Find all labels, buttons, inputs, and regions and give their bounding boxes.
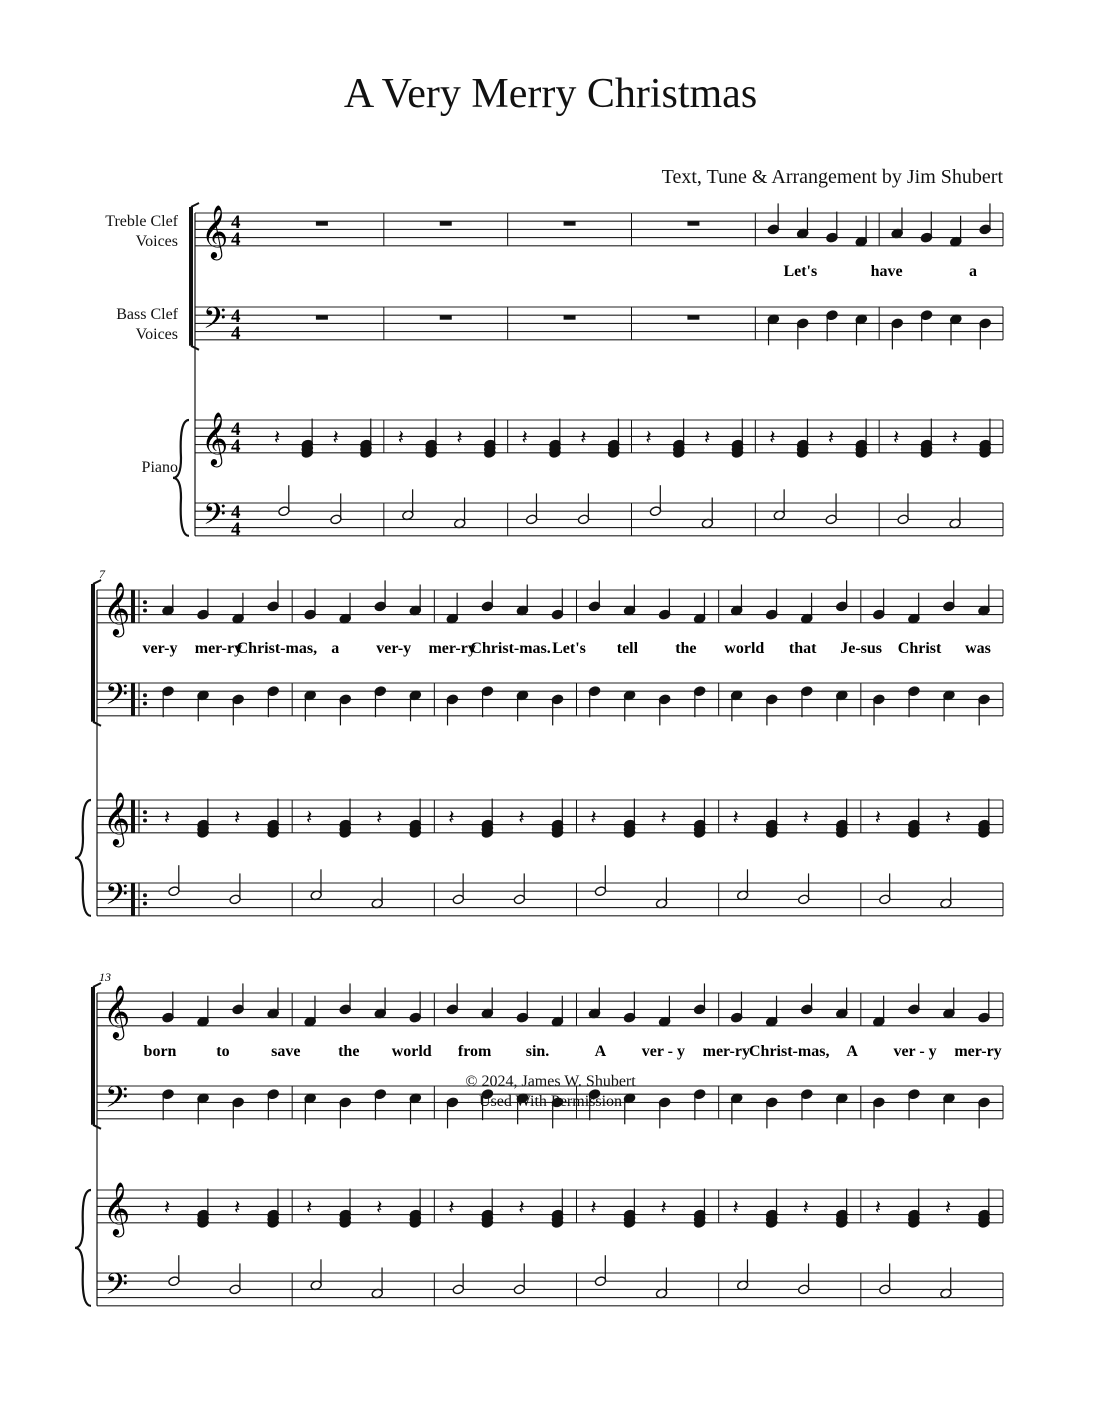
quarter-rest: 𝄽 <box>164 1195 171 1219</box>
system-3 <box>75 970 1003 1309</box>
lyric-syllable: a <box>331 639 340 657</box>
time-signature-bottom: 4 <box>231 519 241 540</box>
quarter-rest: 𝄽 <box>456 425 463 449</box>
lyric-syllable: world <box>724 639 765 657</box>
whole-rest <box>316 315 328 320</box>
repeat-dot <box>143 819 147 823</box>
lyric-syllable: ver-y <box>376 639 412 657</box>
whole-rest <box>316 221 328 226</box>
treble-clef: 𝄞 <box>103 1181 131 1235</box>
whole-rest <box>564 315 576 320</box>
quarter-rest: 𝄽 <box>590 805 597 829</box>
bass-clef: 𝄢 <box>105 1268 129 1309</box>
lyric-syllable: A <box>846 1042 858 1060</box>
piano-left-hand-staff <box>195 498 1003 540</box>
lyric-syllable: tell <box>616 639 639 657</box>
footer <box>0 1072 1101 1112</box>
lyric-syllable: A <box>594 1042 607 1060</box>
whole-rest <box>564 221 576 226</box>
quarter-rest: 𝄽 <box>660 805 667 829</box>
quarter-rest: 𝄽 <box>827 425 835 449</box>
quarter-rest: 𝄽 <box>234 805 241 829</box>
repeat-dot <box>143 893 147 897</box>
quarter-rest: 𝄽 <box>376 805 383 829</box>
lyric-syllable: save <box>271 1042 301 1060</box>
quarter-rest: 𝄽 <box>376 1195 383 1219</box>
time-signature-top: 4 <box>231 419 241 440</box>
lyric-syllable: the <box>338 1042 360 1060</box>
time-signature-bottom: 4 <box>231 436 241 457</box>
bass-voice-staff <box>195 302 1003 344</box>
repeat-dot <box>143 609 147 613</box>
time-signature-bottom: 4 <box>231 323 241 344</box>
whole-rest <box>687 315 699 320</box>
lyric-syllable: mer-ry <box>702 1042 750 1060</box>
quarter-rest: 𝄽 <box>802 1195 809 1219</box>
lyric-syllable: Christ-mas. <box>470 639 551 657</box>
voice-bracket-top <box>191 203 199 207</box>
treble-voice-staff <box>195 204 1003 260</box>
quarter-rest: 𝄽 <box>944 805 952 829</box>
system-2 <box>75 567 1003 919</box>
whole-rest <box>440 221 452 226</box>
bass-clef: 𝄢 <box>203 302 227 343</box>
system-1 <box>173 203 1003 540</box>
part-name-bass-text: Bass Clef Voices <box>116 306 178 343</box>
quarter-rest: 𝄽 <box>332 425 339 449</box>
lyric-syllable: sin. <box>525 1042 550 1060</box>
lyric-syllable: ver - y <box>641 1042 686 1060</box>
repeat-dot <box>143 902 147 906</box>
time-signature-top: 4 <box>231 212 241 233</box>
lyric-syllable: have <box>870 262 903 280</box>
copyright-notice: © 2024, James W. Shubert <box>465 1073 636 1090</box>
composer-credit: Text, Tune & Arrangement by Jim Shubert <box>661 166 1003 188</box>
quarter-rest: 𝄽 <box>944 1195 952 1219</box>
piano-right-hand-staff <box>97 791 1003 847</box>
lyric-syllable: Je-sus <box>840 639 883 657</box>
bass-clef: 𝄢 <box>105 1081 129 1122</box>
quarter-rest: 𝄽 <box>274 425 281 449</box>
bass-clef: 𝄢 <box>203 498 227 539</box>
lyric-syllable: that <box>788 639 817 657</box>
quarter-rest: 𝄽 <box>521 425 528 449</box>
quarter-rest: 𝄽 <box>234 1195 241 1219</box>
measure-number: 7 <box>99 567 105 581</box>
time-signature-top: 4 <box>231 502 241 523</box>
quarter-rest: 𝄽 <box>518 805 525 829</box>
lyric-syllable: ver-y <box>142 639 178 657</box>
treble-clef: 𝄞 <box>103 984 131 1038</box>
piano-brace <box>75 1190 91 1306</box>
treble-clef: 𝄞 <box>103 581 131 635</box>
quarter-rest: 𝄽 <box>448 1195 455 1219</box>
quarter-rest: 𝄽 <box>874 1195 881 1219</box>
bass-clef: 𝄢 <box>105 678 129 719</box>
quarter-rest: 𝄽 <box>769 425 776 449</box>
quarter-rest: 𝄽 <box>893 425 900 449</box>
treble-clef: 𝄞 <box>201 411 229 465</box>
lyric-syllable: Let's <box>783 262 818 280</box>
lyric-syllable: Christ-mas, <box>236 639 318 657</box>
treble-clef: 𝄞 <box>103 791 131 845</box>
bass-clef: 𝄢 <box>105 878 129 919</box>
lyric-syllable: mer-ry <box>954 1042 1002 1060</box>
piano-right-hand-staff <box>97 1181 1003 1237</box>
lyric-syllable: mer-ry <box>428 639 476 657</box>
quarter-rest: 𝄽 <box>704 425 711 449</box>
lyric-syllable: the <box>675 639 697 657</box>
quarter-rest: 𝄽 <box>802 805 809 829</box>
repeat-dot <box>143 810 147 814</box>
piano-brace <box>75 800 91 916</box>
quarter-rest: 𝄽 <box>448 805 455 829</box>
lyric-syllable: was <box>965 639 991 657</box>
quarter-rest: 𝄽 <box>306 805 313 829</box>
part-name-treble-text: Treble Clef Voices <box>105 213 178 250</box>
lyric-syllable: Christ-mas, <box>749 1042 830 1060</box>
quarter-rest: 𝄽 <box>306 1195 313 1219</box>
lyric-syllable: from <box>457 1042 492 1060</box>
quarter-rest: 𝄽 <box>951 425 958 449</box>
quarter-rest: 𝄽 <box>580 425 587 449</box>
song-title: A Very Merry Christmas <box>343 71 758 117</box>
lyric-syllable: mer-ry <box>194 639 243 657</box>
repeat-dot <box>143 702 147 706</box>
quarter-rest: 𝄽 <box>518 1195 525 1219</box>
treble-clef: 𝄞 <box>201 204 229 258</box>
lyric-syllable: world <box>391 1042 432 1060</box>
lyric-syllable: born <box>143 1042 177 1060</box>
piano-brace <box>173 420 189 536</box>
quarter-rest: 𝄽 <box>874 805 881 829</box>
quarter-rest: 𝄽 <box>590 1195 597 1219</box>
quarter-rest: 𝄽 <box>732 805 739 829</box>
quarter-rest: 𝄽 <box>645 425 652 449</box>
time-signature-bottom: 4 <box>231 229 241 250</box>
quarter-rest: 𝄽 <box>164 805 171 829</box>
quarter-rest: 𝄽 <box>397 425 404 449</box>
quarter-rest: 𝄽 <box>660 1195 667 1219</box>
permission-notice: Used With Permission <box>478 1093 623 1110</box>
time-signature-top: 4 <box>231 306 241 327</box>
part-name-piano-text: Piano <box>141 459 178 476</box>
lyric-syllable: to <box>216 1042 230 1060</box>
treble-voice-staff <box>97 581 1003 637</box>
quarter-rest: 𝄽 <box>732 1195 739 1219</box>
repeat-dot <box>143 600 147 604</box>
lyric-syllable: a <box>969 262 977 280</box>
repeat-dot <box>143 693 147 697</box>
lyric-syllable: ver - y <box>893 1042 937 1060</box>
piano-right-hand-staff <box>195 411 1003 467</box>
whole-rest <box>440 315 452 320</box>
whole-rest <box>687 221 699 226</box>
lyric-syllable: Christ <box>897 639 942 657</box>
lyric-syllable: Let's <box>552 639 586 657</box>
measure-number: 13 <box>99 970 111 984</box>
